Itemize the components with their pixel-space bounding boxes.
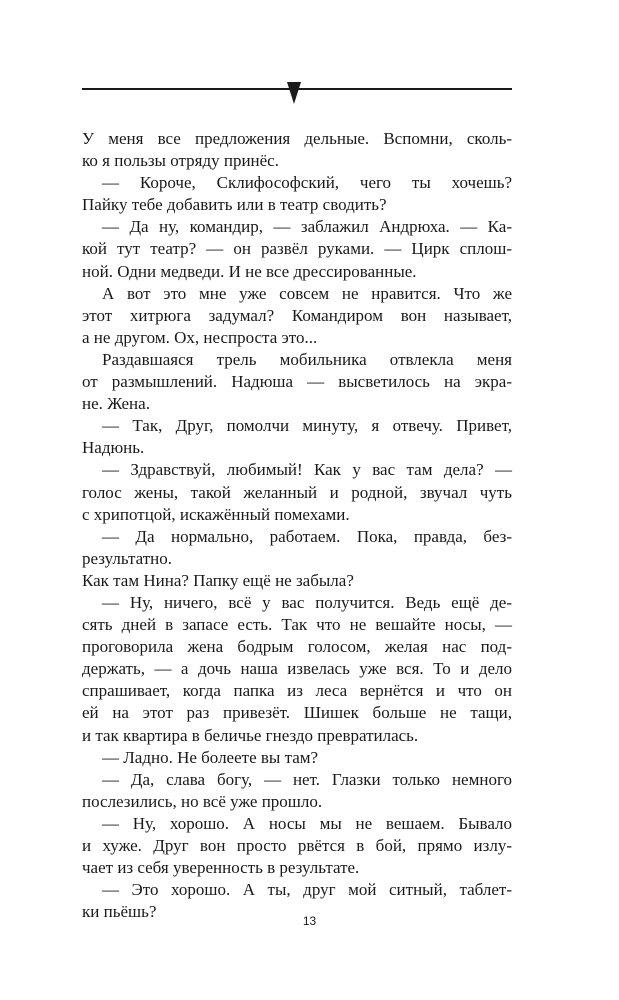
text-line: послезились, но всё уже прошло. [82, 791, 323, 811]
text-line: ки пьёшь? [82, 902, 157, 922]
text-line: результатно. [82, 548, 172, 568]
text-line: Раздавшаяся трель мобильника отвлекла меня [102, 349, 512, 369]
text-block [82, 128, 512, 923]
text-line: А вот это мне уже совсем не нравится. Что же [102, 283, 512, 303]
text-line: ко я пользы отряду принёс. [82, 151, 279, 171]
text-line: Надюнь. [82, 438, 145, 458]
text-line: — Да нормально, работаем. Пока, правда, без- [102, 526, 512, 546]
text-line: не. Жена. [82, 394, 150, 414]
text-line: — Здравствуй, любимый! Как у вас там дела? — [102, 460, 512, 480]
text-line: голос жены, такой желанный и родной, звучал чуть [82, 482, 512, 502]
text-line: Как там Нина? Папку ещё не забыла? [82, 570, 354, 590]
text-line: ной. Одни медведи. И не все дрессированные. [82, 261, 417, 281]
text-line: — Это хорошо. А ты, друг мой ситный, таблет- [102, 880, 512, 900]
text-line: с хрипотцой, искажённый помехами. [82, 504, 350, 524]
text-line: а не другом. Ох, неспроста это... [82, 327, 318, 347]
text-line: — Да, слава богу, — нет. Глазки только немного [102, 769, 512, 789]
text-line: этот хитрюга задумал? Командиром вон называет, [82, 305, 512, 325]
text-line: от размышлений. Надюша — высветилось на экра- [82, 372, 512, 392]
header-triangle-marker [287, 82, 301, 104]
text-line: Пайку тебе добавить или в театр сводить? [82, 195, 387, 215]
text-line: держать, — а дочь наша извелась уже вся. То и дело [82, 659, 512, 679]
text-line: — Ну, ничего, всё у вас получится. Ведь ещё де- [102, 592, 512, 612]
text-line: спрашивает, когда папка из леса вернётся и что он [82, 681, 512, 701]
text-line: и так квартира в беличье гнездо превратилась. [82, 725, 419, 745]
text-line: чает из себя уверенность в результате. [82, 858, 360, 878]
text-line: проговорила жена бодрым голосом, желая нас под- [82, 637, 512, 657]
text-line: кой тут театр? — он развёл руками. — Цирк сплош- [82, 239, 512, 259]
text-line: сять дней в запасе есть. Так что не вешайте носы, — [82, 615, 512, 635]
text-line: — Ладно. Не болеете вы там? [102, 747, 319, 767]
text-line: ей на этот раз привезёт. Шишек больше не тащи, [82, 703, 512, 723]
text-line: — Короче, Склифософский, чего ты хочешь? [102, 173, 512, 193]
text-line: — Да ну, командир, — заблажил Андрюха. — Ка- [102, 217, 512, 237]
text-line: и хуже. Друг вон просто рвётся в бой, прямо излу- [82, 836, 512, 855]
text-line: У меня все предложения дельные. Вспомни, сколь- [82, 129, 512, 148]
page-number: 13 [302, 914, 317, 928]
text-line: — Так, Друг, помолчи минуту, я отвечу. Привет, [102, 416, 512, 436]
text-line: — Ну, хорошо. А носы мы не вешаем. Бывало [102, 813, 512, 833]
